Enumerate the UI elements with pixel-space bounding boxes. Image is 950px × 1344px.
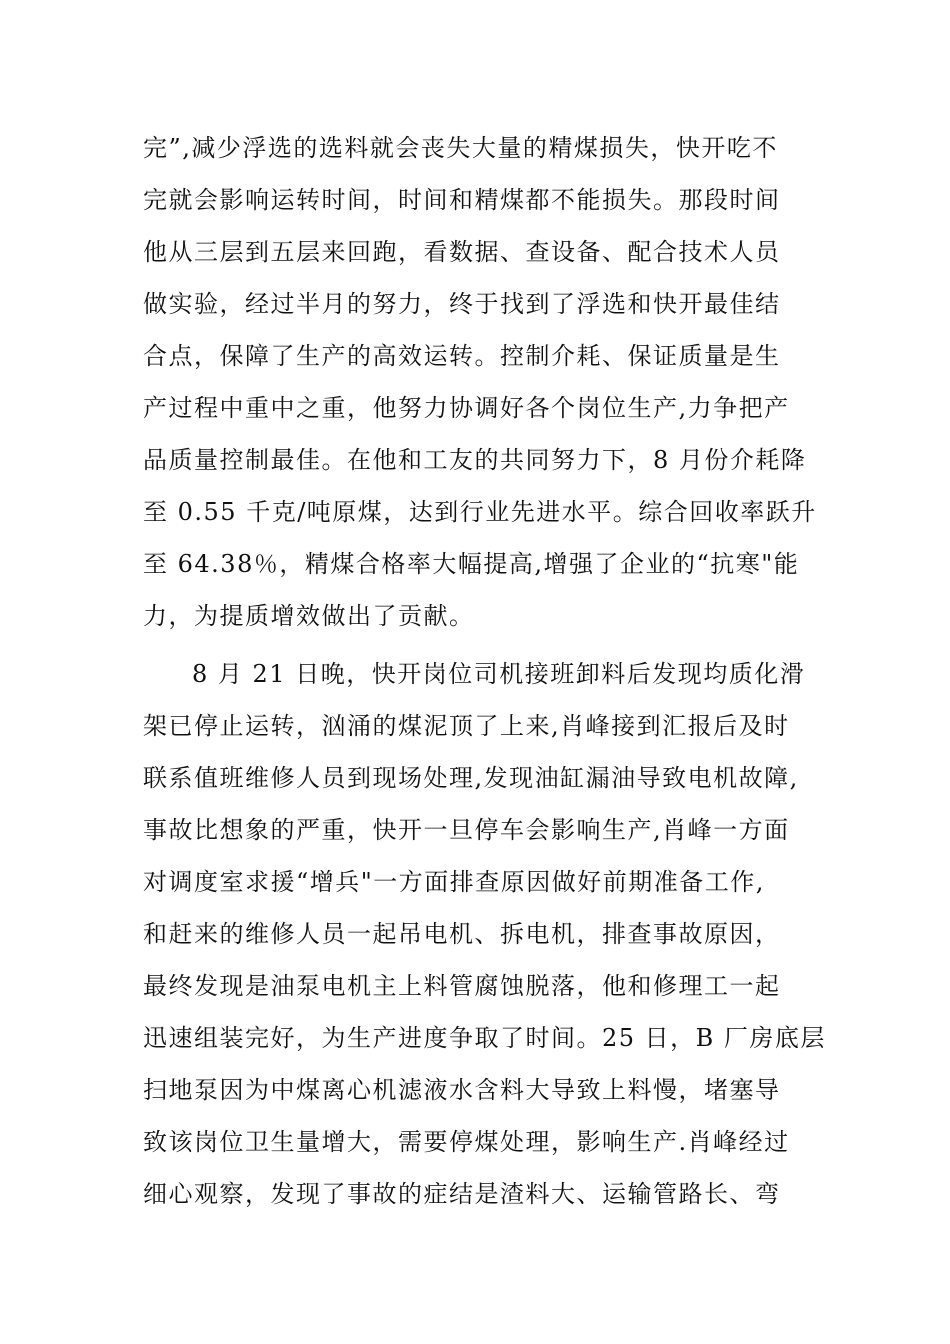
text-line: 最终发现是油泵电机主上料管腐蚀脱落，他和修理工一起 (143, 972, 781, 1000)
text-line: 架已停止运转，汹涌的煤泥顶了上来,肖峰接到汇报后及时 (143, 712, 790, 740)
text-line: 细心观察，发现了事故的症结是渣料大、运输管路长、弯 (143, 1180, 781, 1208)
text-line: 迅速组装完好，为生产进度争取了时间。25 日，B 厂房底层 (143, 1024, 826, 1052)
text-line: 和赶来的维修人员一起吊电机、拆电机，排查事故原因， (143, 920, 781, 948)
text-line: 完”,减少浮选的选料就会丧失大量的精煤损失，快开吃不 (143, 134, 778, 162)
text-line: 对调度室求援“增兵"一方面排查原因做好前期准备工作, (143, 868, 765, 896)
text-line: 8 月 21 日晚，快开岗位司机接班卸料后发现均质化滑 (192, 660, 806, 688)
text-line: 扫地泵因为中煤离心机滤液水含料大导致上料慢，堵塞导 (143, 1076, 781, 1104)
text-line: 完就会影响运转时间，时间和精煤都不能损失。那段时间 (143, 186, 781, 214)
text-line: 联系值班维修人员到现场处理,发现油缸漏油导致电机故障, (143, 764, 799, 792)
text-line: 做实验，经过半月的努力，终于找到了浮选和快开最佳结 (143, 290, 781, 318)
text-line: 力，为提质增效做出了贡献。 (143, 602, 475, 630)
text-line: 合点，保障了生产的高效运转。控制介耗、保证质量是生 (143, 342, 781, 370)
text-line: 至 0.55 千克/吨原煤，达到行业先进水平。综合回收率跃升 (143, 498, 817, 526)
text-line: 产过程中重中之重，他努力协调好各个岗位生产,力争把产 (143, 394, 790, 422)
text-line: 事故比想象的严重，快开一旦停车会影响生产,肖峰一方面 (143, 816, 790, 844)
text-line: 至 64.38％，精煤合格率大幅提高,增强了企业的“抗寒"能 (143, 550, 800, 578)
text-line: 致该岗位卫生量增大，需要停煤处理，影响生产.肖峰经过 (143, 1128, 790, 1156)
text-line: 品质量控制最佳。在他和工友的共同努力下，8 月份介耗降 (143, 446, 807, 474)
text-line: 他从三层到五层来回跑，看数据、查设备、配合技术人员 (143, 238, 781, 266)
